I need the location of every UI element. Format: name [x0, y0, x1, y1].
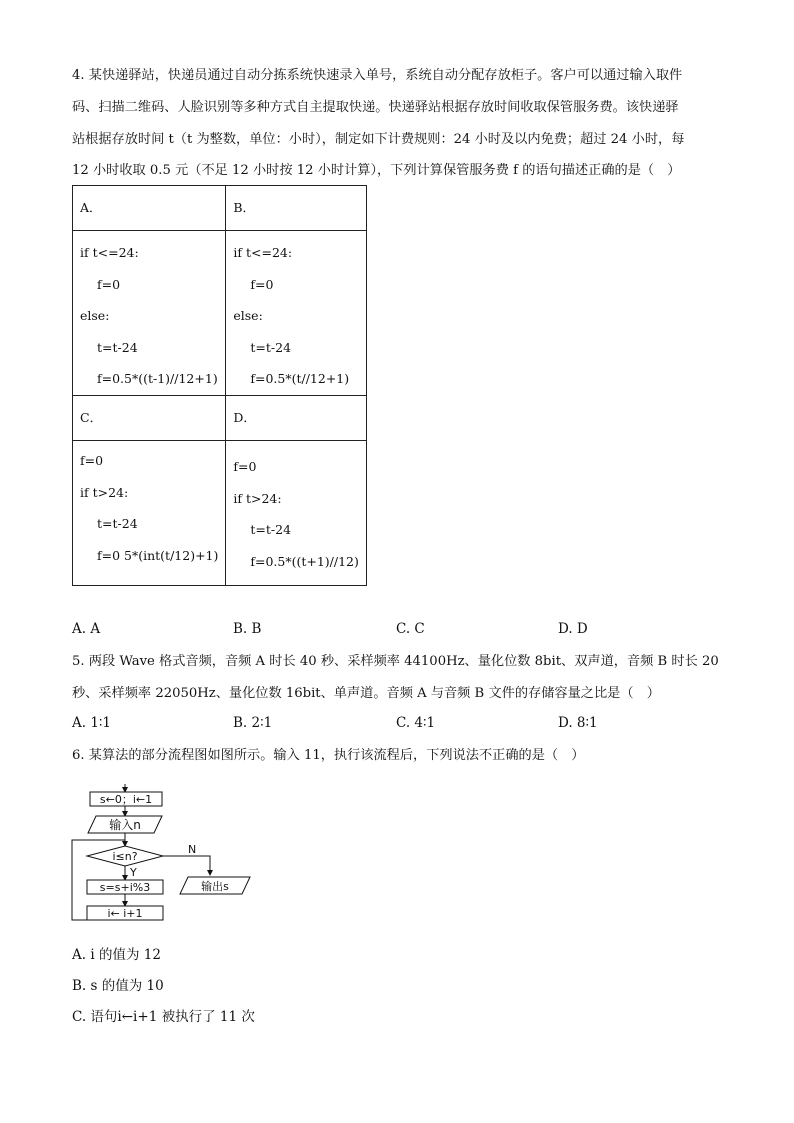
q4-option-d[interactable]: D. D	[558, 621, 588, 637]
code-line: else:	[233, 308, 263, 323]
code-line: f=0.5*((t-1)//12+1)	[97, 371, 218, 386]
option-c-code	[73, 441, 226, 586]
yes-label: Y	[130, 866, 137, 879]
q4-option-b[interactable]: B. B	[233, 621, 262, 637]
no-label: N	[188, 843, 197, 856]
code-line: f=0	[233, 459, 257, 474]
code-line: f=0	[80, 453, 104, 468]
q4-line-2: 码、扫描二维码、人脸识别等多种方式自主提取快递。快递驿站根据存放时间收取保管服务费。该快递驿	[72, 100, 679, 115]
update-i-text: i← i+1	[107, 907, 143, 920]
code-line: if t<=24:	[80, 245, 139, 260]
code-line: if t<=24:	[233, 245, 293, 260]
q5-line-1: 5. 两段 Wave 格式音频，音频 A 时长 40 秒、采样频率 44100Hz、量化位数 8bit、双声道，音频 B 时长 20	[72, 654, 719, 669]
q6-option-b[interactable]: B. s 的值为 10	[72, 978, 164, 994]
q4-options-table	[72, 185, 367, 586]
code-line: f=0.5*((t+1)//12)	[250, 553, 359, 569]
q4-option-a[interactable]: A. A	[72, 621, 101, 637]
input-text: 输入n	[109, 818, 141, 832]
code-line: else:	[80, 308, 110, 323]
q5-line-2: 秒、采样频率 22050Hz、量化位数 16bit、单声道。音频 A 与音频 B 文件的存储容量之比是（ ）	[72, 686, 660, 701]
code-line: f=0	[250, 276, 274, 292]
q4-line-3: 站根据存放时间 t（t 为整数，单位：小时），制定如下计费规则：24 小时及以内免费；超过 24 小时，每	[72, 132, 685, 147]
q4-line-1: 4. 某快递驿站，快递员通过自动分拣系统快速录入单号，系统自动分配存放柜子。客户可以通过输入取件	[72, 68, 683, 83]
q6-line-1: 6. 某算法的部分流程图如图所示。输入 11，执行该流程后，下列说法不正确的是（ ）	[72, 748, 585, 763]
option-d-code	[226, 441, 367, 586]
condition-text: i≤n?	[112, 850, 138, 863]
q5-option-c[interactable]: C. 4∶1	[396, 715, 436, 731]
q5-option-a[interactable]: A. 1∶1	[72, 715, 112, 731]
code-line: t=t-24	[97, 516, 138, 531]
code-line: f=0	[97, 276, 121, 292]
option-a-code	[73, 231, 226, 396]
code-line: t=t-24	[97, 339, 138, 355]
output-text: 输出s	[201, 880, 229, 893]
option-b-header: B．	[226, 186, 367, 231]
init-text: s←0；i←1	[99, 793, 153, 806]
option-a-header: A．	[73, 186, 226, 231]
code-line: f=0 5*(int(t/12)+1)	[97, 547, 219, 563]
code-line: t=t-24	[250, 522, 292, 537]
code-line: t=t-24	[250, 339, 292, 355]
code-line: if t>24:	[233, 490, 282, 506]
no-branch-arrow	[163, 856, 210, 875]
option-b-code	[226, 231, 367, 396]
code-line: if t>24:	[80, 484, 129, 500]
q4-option-c[interactable]: C. C	[396, 621, 425, 637]
q5-option-d[interactable]: D. 8∶1	[558, 715, 598, 731]
q6-option-c[interactable]: C. 语句i←i+1 被执行了 11 次	[72, 1009, 255, 1025]
q6-option-a[interactable]: A. i 的值为 12	[72, 947, 161, 963]
q5-option-b[interactable]: B. 2∶1	[233, 715, 273, 731]
q4-line-4: 12 小时收取 0.5 元（不足 12 小时按 12 小时计算），下列计算保管服务费 f 的语句描述正确的是（ ）	[72, 163, 681, 178]
option-d-header: D．	[226, 396, 367, 441]
option-c-header: C．	[73, 396, 226, 441]
code-line: f=0.5*(t//12+1)	[250, 371, 350, 386]
flowchart	[70, 784, 260, 929]
update-s-text: s=s+i%3	[99, 881, 151, 894]
